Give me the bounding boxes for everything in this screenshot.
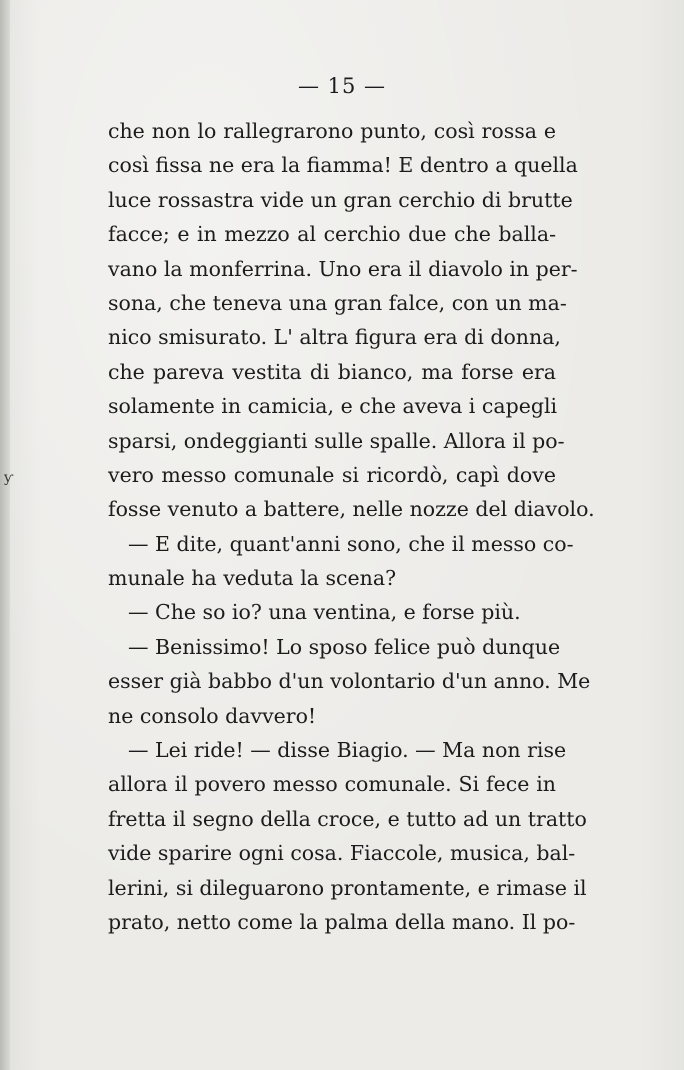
body-text <box>108 114 595 939</box>
page-spine-shadow <box>0 0 10 1070</box>
text-line: vano la monferrina. Uno era il diavolo in per- <box>108 256 578 281</box>
text-line: — Benissimo! Lo sposo felice può dunque <box>128 634 561 659</box>
text-line: — E dite, quant'anni sono, che il messo co- <box>128 531 574 556</box>
text-line: sparsi, ondeggianti sulle spalle. Allora il po- <box>108 428 565 453</box>
text-line: vero messo comunale si ricordò, capì dove <box>108 462 556 487</box>
text-line: solamente in camicia, e che aveva i capegli <box>108 394 558 419</box>
text-line: lerini, si dileguarono prontamente, e rimase il <box>108 875 587 900</box>
text-line: vide sparire ogni cosa. Fiaccole, musica, bal- <box>108 841 576 866</box>
text-line: esser già babbo d'un volontario d'un anno. Me <box>108 669 591 694</box>
text-line: che non lo rallegrarono punto, così rossa e <box>108 119 556 143</box>
text-line: ne consolo davvero! <box>108 703 317 728</box>
text-line: munale ha veduta la scena? <box>108 566 397 591</box>
text-line: — Lei ride! — disse Biagio. — Ma non rise <box>128 738 567 763</box>
text-line: facce; e in mezzo al cerchio due che balla- <box>108 222 556 247</box>
page-number: — 15 — <box>297 74 387 98</box>
text-line: allora il povero messo comunale. Si fece in <box>108 772 556 797</box>
text-line: così fissa ne era la fiamma! E dentro a quella <box>108 153 578 178</box>
text-line: prato, netto come la palma della mano. Il po- <box>108 909 576 934</box>
text-line: nico smisurato. L' altra figura era di donna, <box>108 325 561 350</box>
margin-mark: ƴ <box>4 470 14 486</box>
text-line: fretta il segno della croce, e tutto ad un tratto <box>108 806 587 831</box>
text-line: luce rossastra vide un gran cerchio di brutte <box>108 187 573 212</box>
text-line: che pareva vestita di bianco, ma forse era <box>108 359 556 384</box>
text-line: sona, che teneva una gran falce, con un ma- <box>108 290 567 315</box>
text-line: fosse venuto a battere, nelle nozze del diavolo. <box>108 497 595 522</box>
text-line: — Che so io? una ventina, e forse più. <box>128 600 521 625</box>
